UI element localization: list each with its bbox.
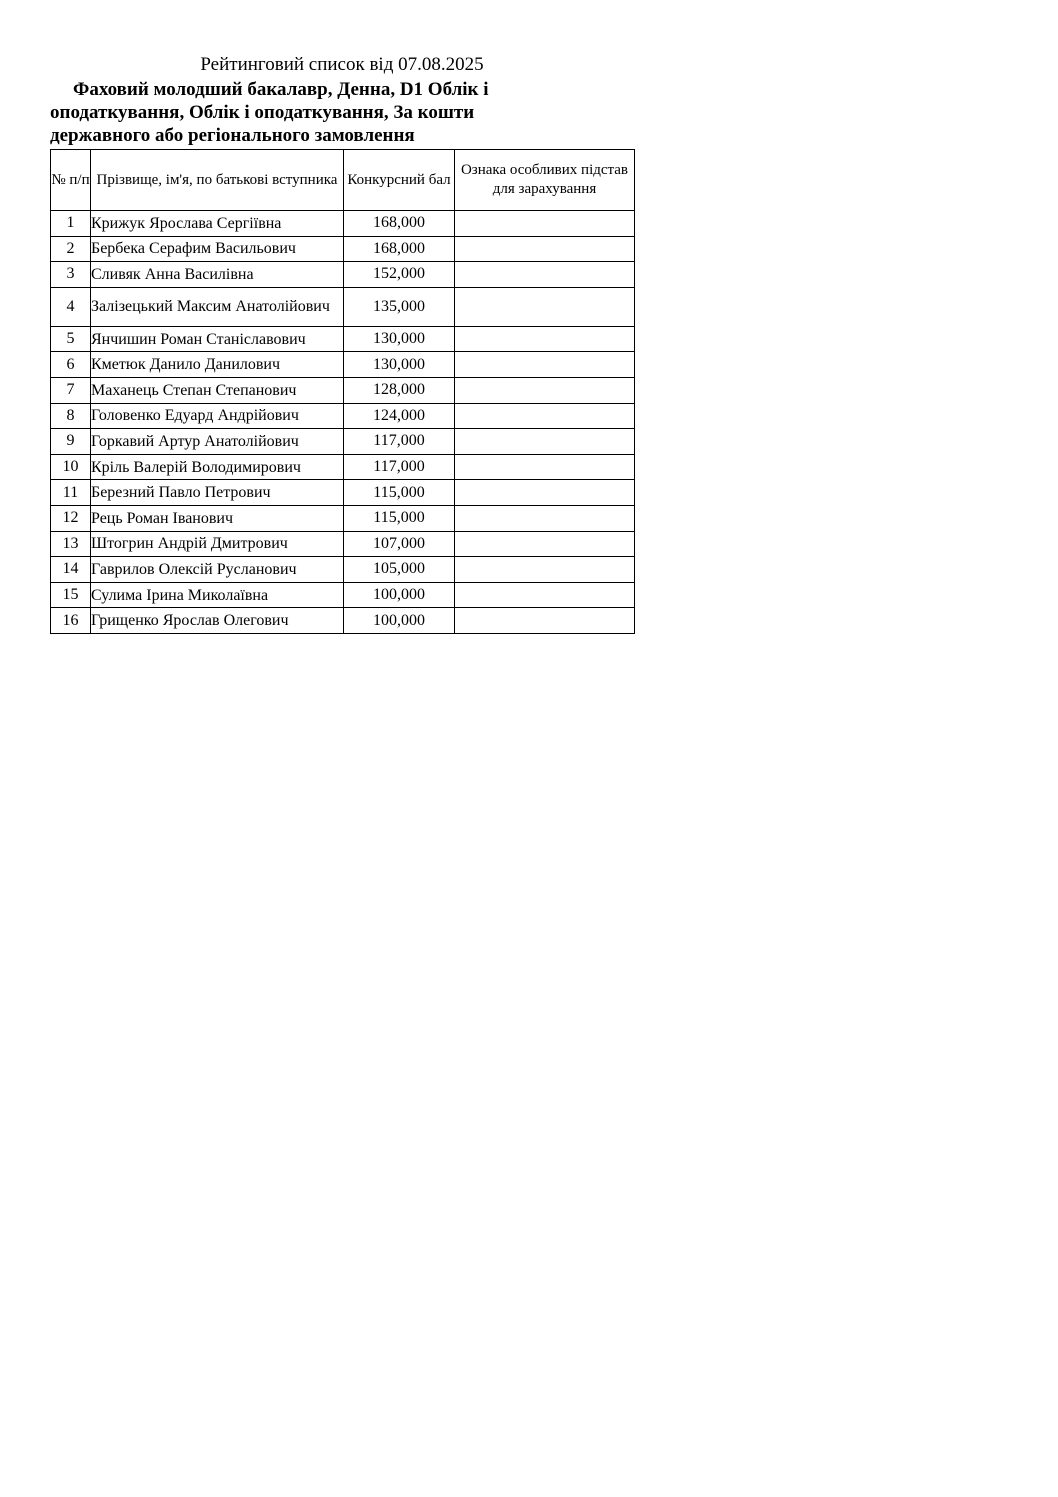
cell-score: 117,000 — [344, 454, 455, 480]
cell-score: 100,000 — [344, 608, 455, 634]
cell-score: 117,000 — [344, 429, 455, 455]
cell-flag — [455, 608, 635, 634]
cell-num: 3 — [51, 262, 91, 288]
cell-name: Горкавий Артур Анатолійович — [91, 429, 344, 455]
cell-num: 4 — [51, 287, 91, 326]
cell-flag — [455, 352, 635, 378]
table-row — [51, 429, 635, 455]
cell-flag — [455, 211, 635, 237]
cell-num: 9 — [51, 429, 91, 455]
cell-flag — [455, 326, 635, 352]
cell-num: 6 — [51, 352, 91, 378]
cell-num: 15 — [51, 582, 91, 608]
cell-flag — [455, 262, 635, 288]
cell-name: Грищенко Ярослав Олегович — [91, 608, 344, 634]
cell-name: Кметюк Данило Данилович — [91, 352, 344, 378]
cell-name: Крижук Ярослава Сергіївна — [91, 211, 344, 237]
cell-flag — [455, 429, 635, 455]
cell-name: Гаврилов Олексій Русланович — [91, 557, 344, 583]
cell-name: Сливяк Анна Василівна — [91, 262, 344, 288]
cell-score: 152,000 — [344, 262, 455, 288]
header-score: Конкурсний бал — [344, 150, 455, 211]
table-row — [51, 287, 635, 326]
page-title: Рейтинговий список від 07.08.2025 — [200, 54, 484, 75]
cell-num: 14 — [51, 557, 91, 583]
cell-name: Янчишин Роман Станіславович — [91, 326, 344, 352]
cell-flag — [455, 557, 635, 583]
table-row — [51, 557, 635, 583]
table-row — [51, 262, 635, 288]
cell-score: 115,000 — [344, 480, 455, 506]
cell-score: 105,000 — [344, 557, 455, 583]
table-row — [51, 403, 635, 429]
cell-name: Сулима Ірина Миколаївна — [91, 582, 344, 608]
header-flag: Ознака особливих підстав для зарахування — [455, 150, 635, 211]
table-header-row — [51, 150, 635, 211]
cell-score: 128,000 — [344, 377, 455, 403]
cell-flag — [455, 505, 635, 531]
table-row — [51, 531, 635, 557]
cell-name: Кріль Валерій Володимирович — [91, 454, 344, 480]
cell-name: Березний Павло Петрович — [91, 480, 344, 506]
table-row — [51, 377, 635, 403]
header-num: № п/п — [51, 150, 91, 211]
cell-score: 130,000 — [344, 326, 455, 352]
cell-name: Рець Роман Іванович — [91, 505, 344, 531]
cell-score: 135,000 — [344, 287, 455, 326]
cell-num: 10 — [51, 454, 91, 480]
cell-score: 115,000 — [344, 505, 455, 531]
cell-score: 100,000 — [344, 582, 455, 608]
cell-score: 130,000 — [344, 352, 455, 378]
cell-name: Маханець Степан Степанович — [91, 377, 344, 403]
cell-flag — [455, 236, 635, 262]
table-row — [51, 480, 635, 506]
cell-num: 16 — [51, 608, 91, 634]
table-row — [51, 582, 635, 608]
cell-flag — [455, 480, 635, 506]
header-name: Прізвище, ім'я, по батькові вступника — [91, 150, 344, 211]
cell-name: Штогрин Андрій Дмитрович — [91, 531, 344, 557]
cell-num: 1 — [51, 211, 91, 237]
cell-flag — [455, 582, 635, 608]
cell-score: 124,000 — [344, 403, 455, 429]
table-row — [51, 505, 635, 531]
table-row — [51, 326, 635, 352]
cell-flag — [455, 287, 635, 326]
cell-num: 12 — [51, 505, 91, 531]
cell-flag — [455, 377, 635, 403]
cell-flag — [455, 454, 635, 480]
cell-score: 107,000 — [344, 531, 455, 557]
table-row — [51, 608, 635, 634]
cell-num: 2 — [51, 236, 91, 262]
cell-score: 168,000 — [344, 236, 455, 262]
cell-num: 7 — [51, 377, 91, 403]
cell-name: Головенко Едуард Андрійович — [91, 403, 344, 429]
table-row — [51, 236, 635, 262]
cell-flag — [455, 403, 635, 429]
rating-table — [50, 149, 635, 634]
cell-flag — [455, 531, 635, 557]
cell-num: 8 — [51, 403, 91, 429]
cell-num: 5 — [51, 326, 91, 352]
cell-score: 168,000 — [344, 211, 455, 237]
table-row — [51, 211, 635, 237]
cell-num: 11 — [51, 480, 91, 506]
cell-name: Бербека Серафим Васильович — [91, 236, 344, 262]
cell-num: 13 — [51, 531, 91, 557]
table-row — [51, 352, 635, 378]
cell-name: Залізецький Максим Анатолійович — [91, 287, 344, 326]
program-subtitle: Фаховий молодший бакалавр, Денна, D1 Облік і оподаткування, Облік і оподаткування, За кошти державного або регіонального замовлення — [50, 79, 489, 146]
table-row — [51, 454, 635, 480]
